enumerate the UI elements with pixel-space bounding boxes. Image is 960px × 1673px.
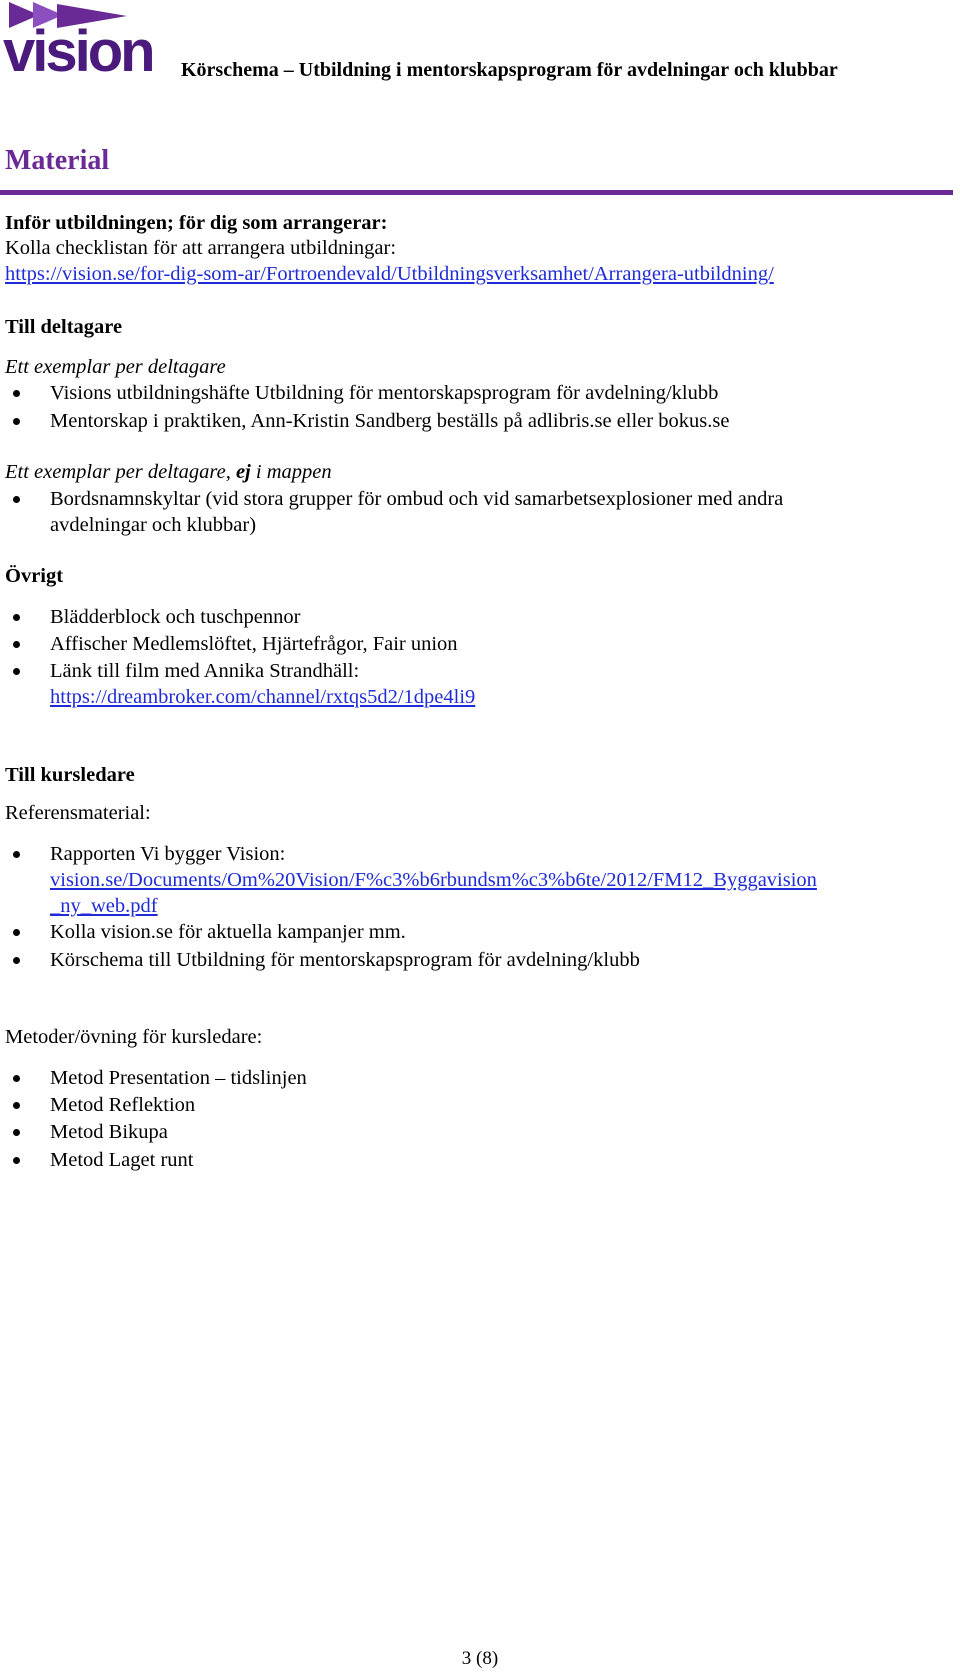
bullet-icon: [13, 1102, 20, 1109]
list-item-continuation: avdelningar och klubbar): [50, 514, 257, 536]
report-link-continuation[interactable]: _ny_web.pdf: [50, 895, 158, 917]
arranger-link[interactable]: https://vision.se/for-dig-som-ar/Fortroendevald/Utbildningsverksamhet/Arrangera-utbildning/: [5, 263, 774, 285]
arranger-text: Kolla checklistan för att arrangera utbildningar:: [5, 237, 397, 259]
bullet-icon: [13, 390, 20, 397]
list-item: Metod Reflektion: [50, 1094, 196, 1116]
sub2-emphasis: ej: [235, 461, 251, 483]
page-number: 3 (8): [461, 1648, 499, 1669]
list-item: Metod Laget runt: [50, 1149, 194, 1171]
bullet-icon: [13, 957, 20, 964]
leaders-heading: Till kursledare: [5, 764, 135, 786]
other-heading: Övrigt: [5, 565, 64, 587]
list-item: Rapporten Vi bygger Vision:: [50, 843, 286, 865]
page-header: [3, 2, 953, 84]
header-title: Körschema – Utbildning i mentorskapsprogram för avdelningar och klubbar: [181, 59, 838, 81]
list-item: Blädderblock och tuschpennor: [50, 606, 301, 628]
bullet-icon: [13, 1129, 20, 1136]
sub2-prefix: Ett exemplar per deltagare,: [5, 461, 236, 483]
participants-sub2: [5, 460, 332, 484]
vision-logo: [3, 2, 173, 84]
list-item: Metod Presentation – tidslinjen: [50, 1067, 307, 1089]
bullet-icon: [13, 851, 20, 858]
film-link[interactable]: https://dreambroker.com/channel/rxtqs5d2/1dpe4li9: [50, 686, 476, 708]
bullet-icon: [13, 641, 20, 648]
section-divider: [0, 190, 953, 195]
bullet-icon: [13, 614, 20, 621]
list-item: Bordsnamnskyltar (vid stora grupper för ombud och vid samarbetsexplosioner med andra: [50, 488, 784, 510]
list-item: Länk till film med Annika Strandhäll:: [50, 660, 360, 682]
participants-sub1: Ett exemplar per deltagare: [5, 356, 226, 378]
list-item: Mentorskap i praktiken, Ann-Kristin Sandberg beställs på adlibris.se eller bokus.se: [50, 410, 730, 432]
bullet-icon: [13, 418, 20, 425]
list-item: Affischer Medlemslöftet, Hjärtefrågor, Fair union: [50, 633, 458, 655]
bullet-icon: [13, 668, 20, 675]
list-item: Kolla vision.se för aktuella kampanjer mm.: [50, 921, 406, 943]
bullet-icon: [13, 1075, 20, 1082]
bullet-icon: [13, 1157, 20, 1164]
participants-heading: Till deltagare: [5, 316, 123, 338]
logo-text: vision: [3, 19, 153, 84]
list-item: Metod Bikupa: [50, 1121, 168, 1143]
reference-heading: Referensmaterial:: [5, 802, 151, 824]
arranger-heading: Inför utbildningen; för dig som arrangerar:: [5, 212, 388, 234]
list-item: Visions utbildningshäfte Utbildning för mentorskapsprogram för avdelning/klubb: [50, 382, 719, 404]
bullet-icon: [13, 929, 20, 936]
methods-heading: Metoder/övning för kursledare:: [5, 1026, 263, 1048]
bullet-icon: [13, 496, 20, 503]
list-item: Körschema till Utbildning för mentorskapsprogram för avdelning/klubb: [50, 949, 640, 971]
report-link[interactable]: vision.se/Documents/Om%20Vision/F%c3%b6rbundsm%c3%b6te/2012/FM12_Byggavision: [50, 869, 817, 891]
section-title: Material: [5, 145, 110, 176]
sub2-suffix: i mappen: [250, 461, 332, 483]
